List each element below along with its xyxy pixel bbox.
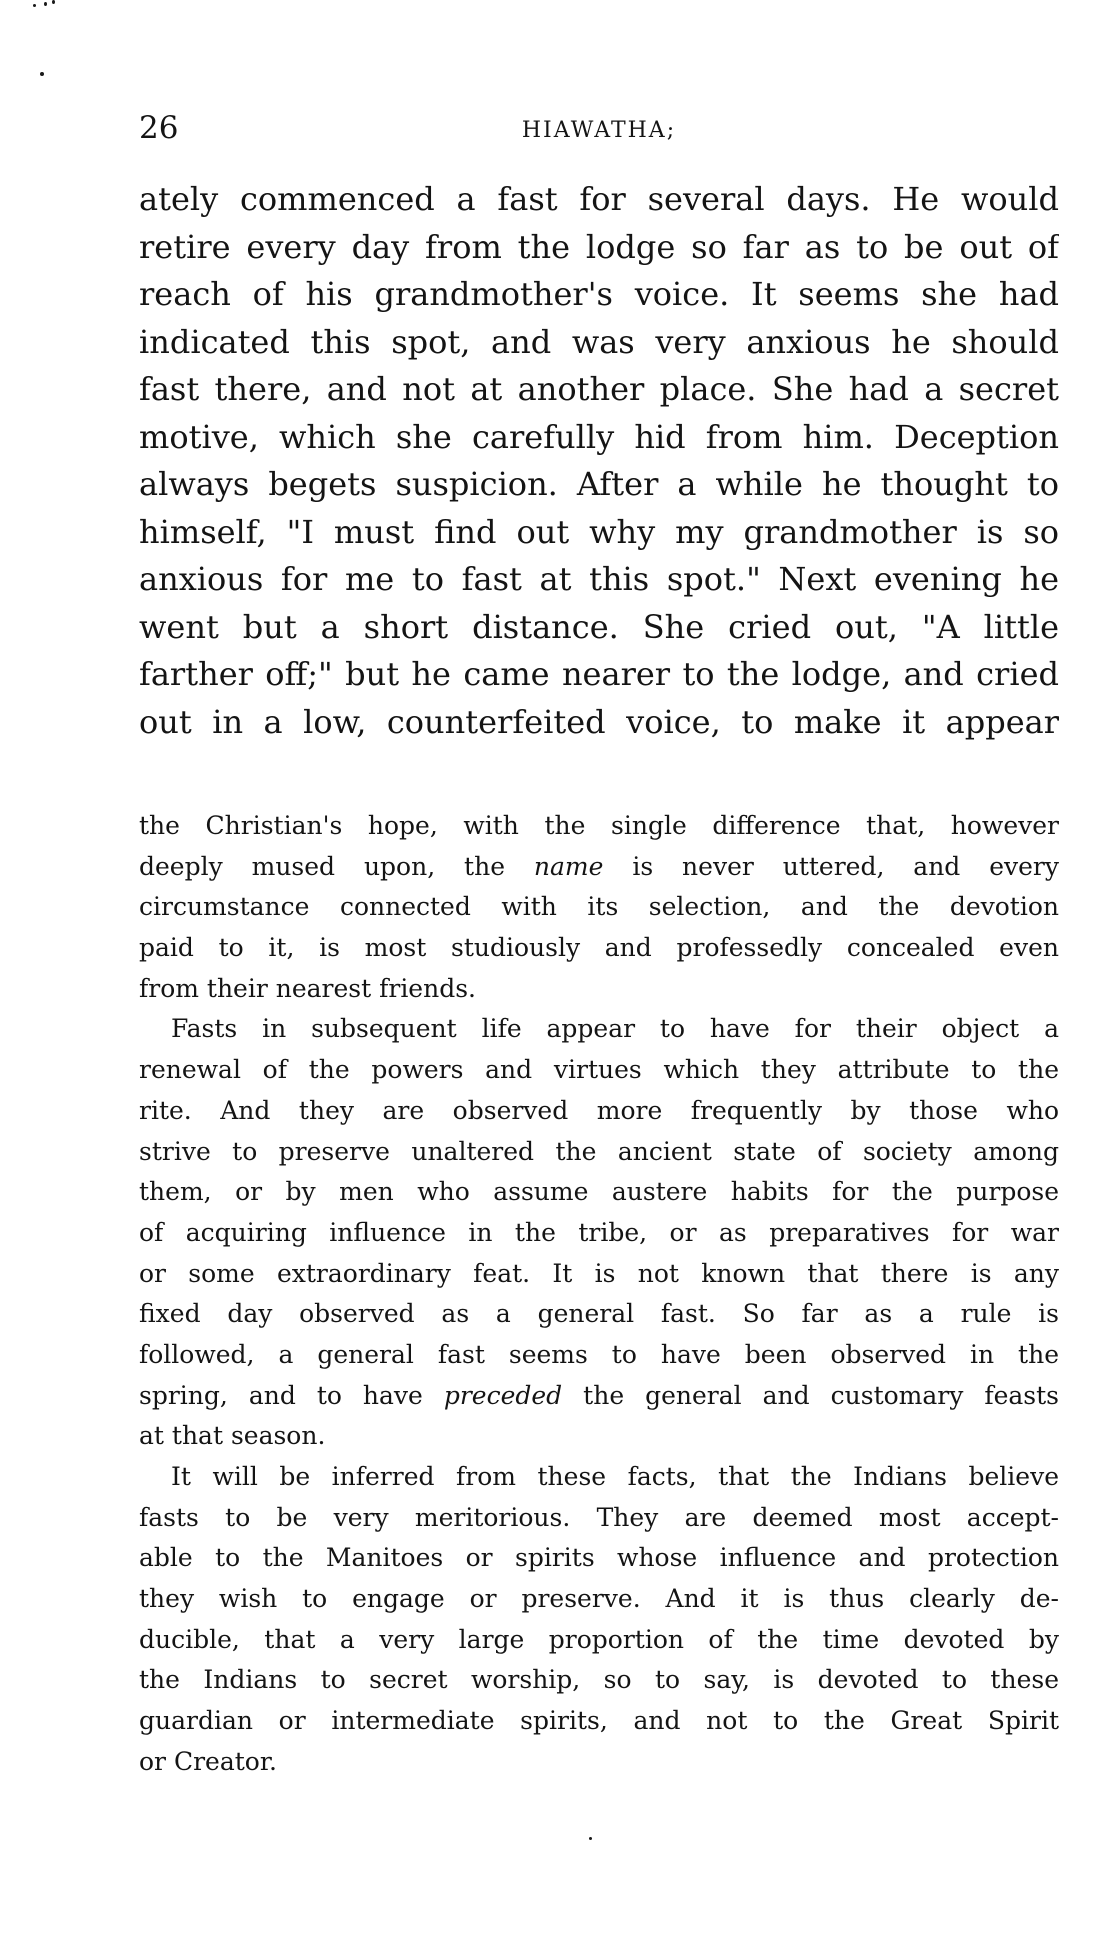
text-line: Fasts in subsequent life appear to have for their object a: [171, 1014, 1059, 1044]
text-line: himself, "I must find out why my grandmother is so: [139, 512, 1059, 551]
text-line: fast there, and not at another place. She had a secret: [139, 370, 1059, 408]
text-line: renewal of the powers and virtues which they attribute to the: [139, 1055, 1059, 1085]
text-line: [139, 847, 1059, 888]
text-line: of acquiring influence in the tribe, or as preparatives for war: [139, 1217, 1059, 1247]
text-line: fasts to be very meritorious. They are deemed most accept-: [139, 1502, 1059, 1532]
running-title: HIAWATHA;: [521, 118, 677, 143]
text-line: indicated this spot, and was very anxious he should: [139, 322, 1059, 361]
text-line: strive to preserve unaltered the ancient state of society among: [139, 1136, 1059, 1166]
text-line: or some extraordinary feat. It is not known that there is any: [139, 1258, 1059, 1288]
page-number: 26: [139, 110, 179, 146]
text-line: or Creator.: [139, 1746, 277, 1776]
page-header: [139, 108, 1059, 148]
text-line: they wish to engage or preserve. And it is thus clearly de-: [139, 1584, 1059, 1614]
text-line: the Christian's hope, with the single difference that, however: [139, 811, 1059, 840]
ink-speck: [44, 2, 47, 6]
text-line: reach of his grandmother's voice. It seems she had: [139, 275, 1059, 313]
text-line: fixed day observed as a general fast. So far as a rule is: [139, 1299, 1059, 1329]
text-line: guardian or intermediate spirits, and not to the Great Spirit: [139, 1706, 1059, 1736]
ink-speck: [52, 0, 55, 4]
text-line: ately commenced a fast for several days. He would: [139, 180, 1059, 218]
text-line: the Indians to secret worship, so to say, is devoted to these: [139, 1665, 1059, 1695]
text-line: ducible, that a very large proportion of the time devoted by: [139, 1624, 1059, 1654]
text-line: paid to it, is most studiously and professedly concealed even: [139, 933, 1059, 963]
text-line: at that season.: [139, 1421, 326, 1451]
footnote: [139, 806, 1059, 1783]
text-line: anxious for me to fast at this spot." Next evening he: [139, 560, 1059, 598]
text-segment: the general and customary feasts: [562, 1380, 1059, 1410]
ink-speck: [33, 4, 36, 7]
footnote-paragraph: [139, 1457, 1059, 1783]
text-line: motive, which she carefully hid from him. Deception: [139, 417, 1059, 456]
ink-speck: [589, 1837, 592, 1840]
ink-speck: [40, 72, 44, 76]
text-line: rite. And they are observed more frequently by those who: [139, 1095, 1059, 1125]
text-line: circumstance connected with its selection, and the devotion: [139, 892, 1059, 922]
text-line: followed, a general fast seems to have been observed in the: [139, 1339, 1059, 1369]
text-line: always begets suspicion. After a while he thought to: [139, 465, 1059, 503]
main-text: [139, 176, 1059, 746]
text-line: able to the Manitoes or spirits whose influence and protection: [139, 1543, 1059, 1573]
text-segment: spring, and to have: [139, 1380, 444, 1410]
text-line: them, or by men who assume austere habits for the purpose: [139, 1177, 1059, 1207]
text-segment: is never uttered, and every: [603, 851, 1059, 881]
text-line: retire every day from the lodge so far as to be out of: [139, 227, 1059, 266]
text-line: [139, 1376, 1059, 1417]
text-line: from their nearest friends.: [139, 973, 476, 1003]
text-line: It will be inferred from these facts, that the Indians believe: [171, 1462, 1059, 1491]
text-line: farther off;" but he came nearer to the lodge, and cried: [139, 655, 1059, 693]
text-line: out in a low, counterfeited voice, to make it appear: [139, 702, 1059, 741]
text-line: went but a short distance. She cried out, "A little: [139, 607, 1059, 646]
text-segment: deeply mused upon, the: [139, 851, 534, 881]
footnote-paragraph: [139, 1009, 1059, 1457]
footnote-paragraph: [139, 806, 1059, 1009]
emphasis-text: name: [533, 851, 604, 881]
emphasis-text: preceded: [443, 1380, 563, 1410]
